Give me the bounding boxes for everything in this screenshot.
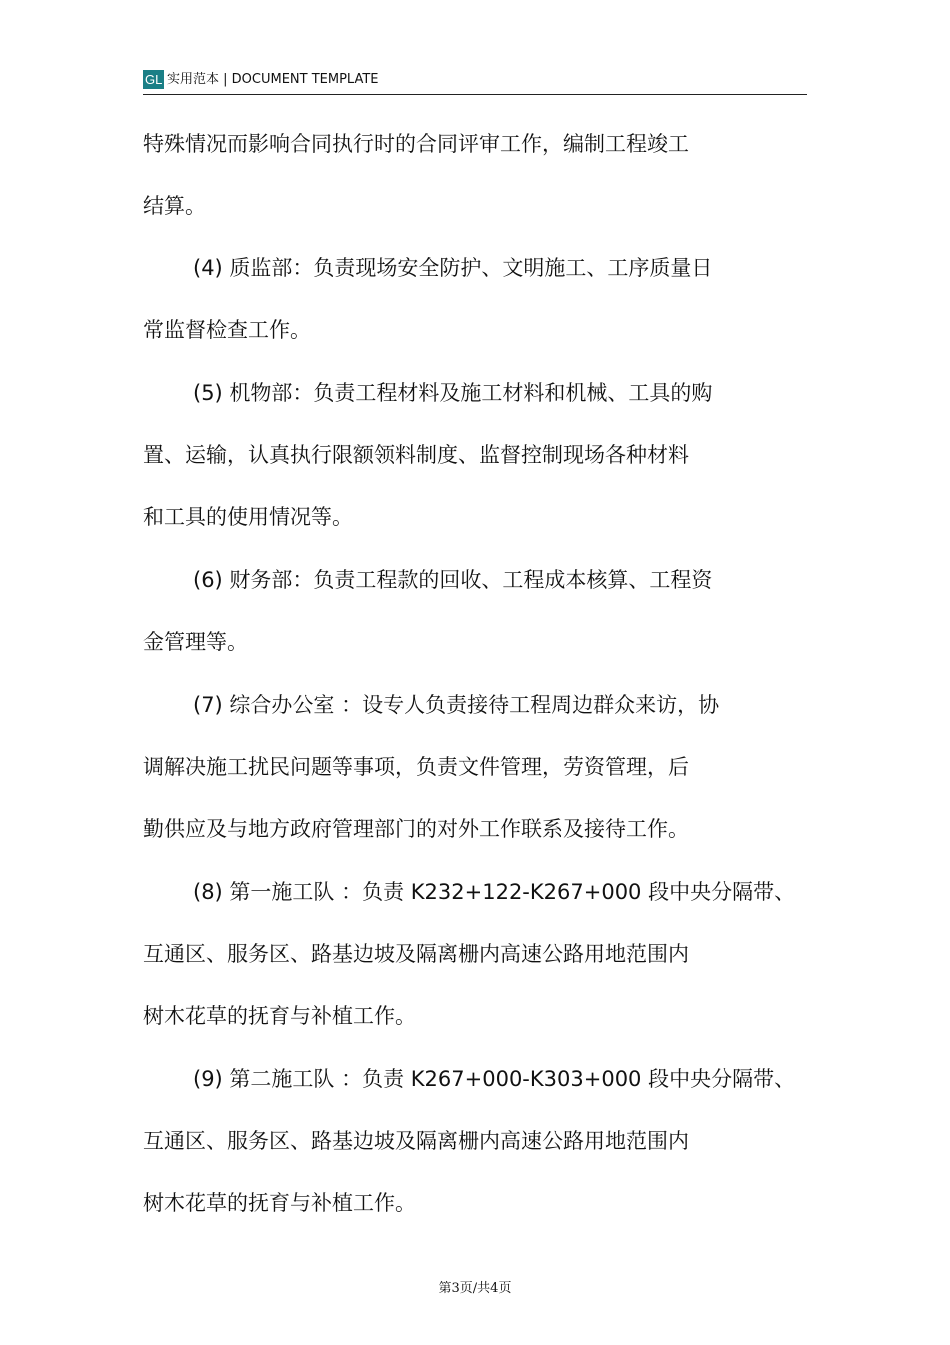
body-line: 结算。 [143, 194, 206, 218]
page-header [143, 68, 807, 95]
body-line: 树木花草的抚育与补植工作。 [143, 1191, 416, 1215]
logo: GL [145, 72, 163, 87]
body-line: (8) 第一施工队 ：负责 K232+122-K267+000 段中央分隔带、 [193, 880, 796, 904]
body-line: (4) 质监部：负责现场安全防护、文明施工、工序质量日 [193, 256, 713, 280]
body-line: 金管理等。 [143, 630, 248, 654]
body-line: 勤供应及与地方政府管理部门的对外工作联系及接待工作。 [143, 817, 689, 841]
body-line: 互通区、服务区、路基边坡及隔离栅内高速公路用地范围内 [143, 942, 689, 966]
body-line: (5) 机物部：负责工程材料及施工材料和机械、工具的购 [193, 381, 713, 405]
page-number: 第3页/共4页 [438, 1281, 512, 1296]
body-line: 树木花草的抚育与补植工作。 [143, 1004, 416, 1028]
body-line: (9) 第二施工队 ：负责 K267+000-K303+000 段中央分隔带、 [193, 1067, 796, 1091]
body-line: 调解决施工扰民问题等事项，负责文件管理，劳资管理，后 [143, 755, 689, 779]
body-line: (6) 财务部：负责工程款的回收、工程成本核算、工程资 [193, 568, 713, 592]
body-line: 常监督检查工作。 [143, 318, 311, 342]
body-line: (7) 综合办公室 ：设专人负责接待工程周边群众来访，协 [193, 693, 720, 717]
body-line: 置、运输，认真执行限额领料制度、监督控制现场各种材料 [143, 443, 689, 467]
body-line: 互通区、服务区、路基边坡及隔离栅内高速公路用地范围内 [143, 1129, 689, 1153]
body-line: 和工具的使用情况等。 [143, 505, 353, 529]
header-title: 实用范本 | DOCUMENT TEMPLATE [167, 72, 379, 87]
body-line: 特殊情况而影响合同执行时的合同评审工作，编制工程竣工 [143, 132, 689, 156]
